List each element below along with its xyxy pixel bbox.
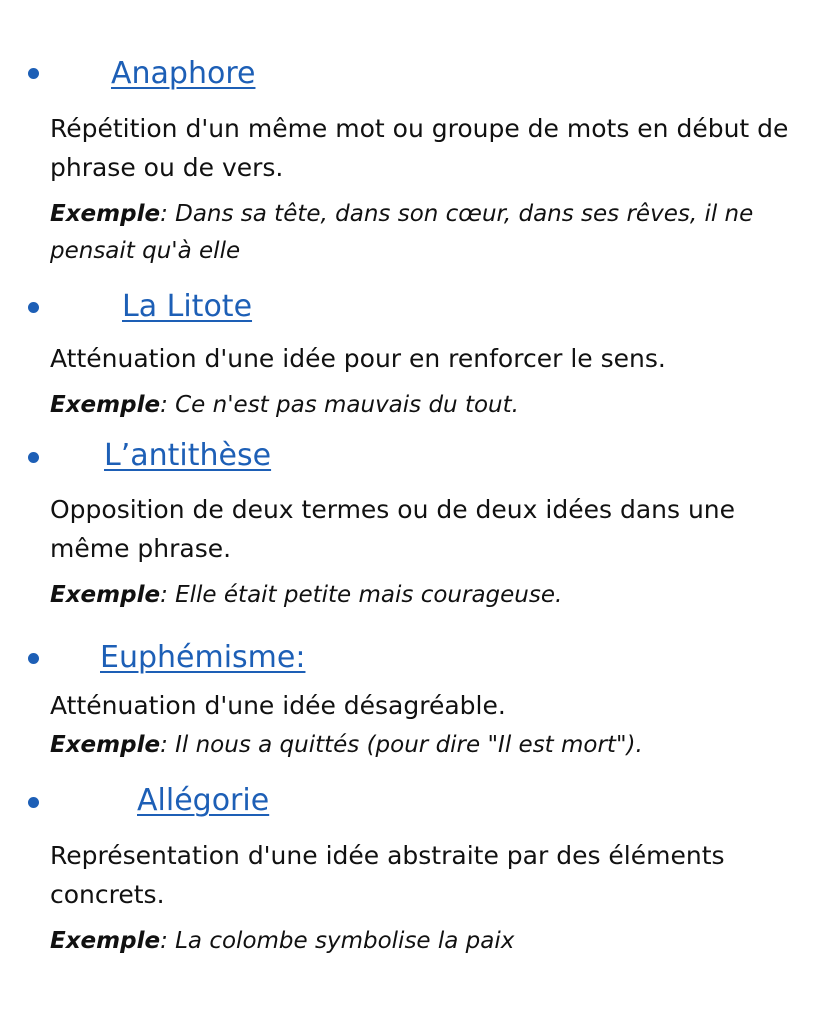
example-label: Exemple <box>50 582 161 608</box>
example-label: Exemple <box>50 201 161 227</box>
example-text: : Il nous a quittés (pour dire "Il est mort"). <box>160 732 643 758</box>
example-allegorie <box>50 923 790 960</box>
bullet-icon <box>28 68 39 79</box>
term-link-antithese[interactable]: L’antithèse <box>104 438 272 473</box>
example-label: Exemple <box>50 928 161 954</box>
bullet-icon <box>28 302 39 313</box>
bullet-icon <box>28 452 39 463</box>
definition-antithese: Opposition de deux termes ou de deux idées dans une même phrase. <box>50 495 736 563</box>
bullet-icon <box>28 653 39 664</box>
example-anaphore <box>50 196 790 270</box>
definition-litote: Atténuation d'une idée pour en renforcer le sens. <box>50 344 666 373</box>
example-label: Exemple <box>50 392 161 418</box>
definition-euphemisme: Atténuation d'une idée désagréable. <box>50 691 506 720</box>
term-link-litote[interactable]: La Litote <box>122 289 253 324</box>
example-text: : Ce n'est pas mauvais du tout. <box>160 392 519 418</box>
example-litote <box>50 387 790 424</box>
example-text: : La colombe symbolise la paix <box>160 928 515 954</box>
example-text: : Dans sa tête, dans son cœur, dans ses rêves, il ne pensait qu'à elle <box>50 201 754 264</box>
example-text: : Elle était petite mais courageuse. <box>160 582 563 608</box>
example-label: Exemple <box>50 732 161 758</box>
term-link-euphemisme[interactable]: Euphémisme: <box>100 640 306 675</box>
definition-allegorie: Représentation d'une idée abstraite par des éléments concrets. <box>50 841 725 909</box>
bullet-icon <box>28 797 39 808</box>
term-link-allegorie[interactable]: Allégorie <box>137 783 270 818</box>
example-antithese <box>50 577 790 614</box>
term-link-anaphore[interactable]: Anaphore <box>111 56 256 91</box>
definition-anaphore: Répétition d'un même mot ou groupe de mots en début de phrase ou de vers. <box>50 114 789 182</box>
example-euphemisme <box>50 727 790 764</box>
